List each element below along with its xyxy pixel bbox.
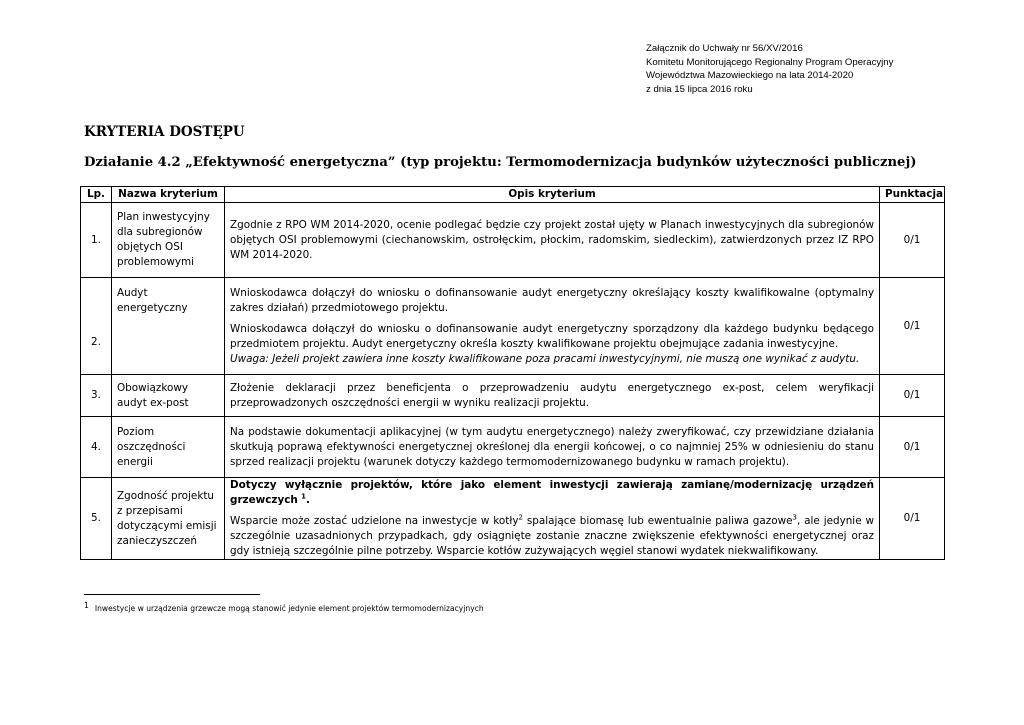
table-row: [81, 417, 945, 478]
row-number: 4.: [81, 417, 112, 478]
page-title: KRYTERIA DOSTĘPU: [84, 124, 245, 140]
criterion-name: Obowiązkowy audyt ex-post: [112, 375, 225, 417]
row-number: 5.: [81, 478, 112, 560]
criterion-description: [225, 203, 880, 278]
description-text: Zgodnie z RPO WM 2014-2020, ocenie podlegać będzie czy projekt został ujęty w Planach inwestycyjnych dla subregionów objętych OSI problemowymi (ciechanowskim, ostrołęckim, płockim, radomskim, siedleckim), zatwierdzonych przez IZ RPO WM 2014-2020.: [230, 218, 874, 261]
criterion-description: [225, 278, 880, 375]
criterion-points: 0/1: [880, 375, 945, 417]
annex-note-line: z dnia 15 lipca 2016 roku: [646, 83, 753, 95]
footnote-ref: 1: [301, 492, 306, 501]
description-text: [230, 514, 874, 559]
column-header-points: Punktacja: [880, 187, 945, 203]
annex-note-line: Załącznik do Uchwały nr 56/XV/2016: [646, 43, 803, 54]
row-number: 3.: [81, 375, 112, 417]
description-note: Uwaga: Jeżeli projekt zawiera inne koszty kwalifikowane poza pracami inwestycyjnymi, nie muszą one wynikać z audytu.: [230, 352, 860, 365]
criterion-description: [225, 478, 880, 560]
footnote-ref: 3: [792, 513, 797, 522]
description-text: Wnioskodawca dołączył do wniosku o dofinansowanie audyt energetyczny sporządzony dla każdego budynku będącego przedmiotem projektu. Audyt energetyczny określa koszty kwalifikowane projektu obejmujące zadania inwestycyjne.: [230, 322, 874, 350]
table-row: [81, 203, 945, 278]
table-header-row: [81, 187, 945, 203]
criterion-name: Zgodność projektu z przepisami dotyczącymi emisji zanieczyszczeń: [112, 478, 225, 560]
criterion-points: 0/1: [880, 278, 945, 375]
column-header-description: Opis kryterium: [225, 187, 880, 203]
description-segment: Wsparcie może zostać udzielone na inwestycje w kotły: [230, 515, 519, 527]
row-number: 2.: [81, 278, 112, 375]
criterion-name: Poziom oszczędności energii: [112, 417, 225, 478]
criterion-description: [225, 417, 880, 478]
description-text: Wnioskodawca dołączył do wniosku o dofinansowanie audyt energetyczny określający koszty kwalifikowalne (optymalny zakres działań) przedmiotowego projektu.: [230, 286, 874, 314]
row-number: 1.: [81, 203, 112, 278]
criterion-points: 0/1: [880, 417, 945, 478]
footnote-divider: [84, 594, 260, 595]
description-segment: , ale jedynie w szczególnie uzasadnionych przypadkach, gdy osiągnięte zostanie znaczne zwiększenie efektywności energetycznej oraz gdy istnieją szczególnie pilne potrzeby. Wsparcie kotłów zużywających węgiel stanowi wydatek niekwalifikowany.: [230, 515, 874, 557]
column-header-lp: Lp.: [81, 187, 112, 203]
footnote-ref: 2: [518, 513, 523, 522]
criteria-table: [80, 186, 945, 560]
criterion-points: 0/1: [880, 203, 945, 278]
criterion-points: 0/1: [880, 478, 945, 560]
description-text: Złożenie deklaracji przez beneficjenta o przeprowadzeniu audytu energetycznego ex-post, celem weryfikacji przeprowadzonych oszczędności energii w wyniku realizacji projektu.: [230, 381, 874, 409]
column-header-name: Nazwa kryterium: [112, 187, 225, 203]
annex-note: [646, 42, 893, 96]
footnote-mark: 1: [84, 601, 89, 610]
description-segment: spalające biomasę lub ewentualnie paliwa gazowe: [522, 515, 793, 527]
description-text: Na podstawie dokumentacji aplikacyjnej (w tym audytu energetycznego) należy zweryfikować, czy przewidziane działania skutkują poprawą efektywności energetycznej określonej dla energii końcowej, o co najmniej 25% w odniesieniu do stanu sprzed realizacji projektu (warunek dotyczy każdego termomodernizowanego budynku w ramach projektu).: [230, 425, 874, 468]
annex-note-line: Województwa Mazowieckiego na lata 2014-2020: [646, 70, 854, 82]
criterion-description: [225, 375, 880, 417]
annex-note-line: Komitetu Monitorującego Regionalny Program Operacyjny: [646, 56, 894, 68]
table-row: [81, 375, 945, 417]
page-subtitle: Działanie 4.2 „Efektywność energetyczna” (typ projektu: Termomodernizacja budynków użyteczności publicznej): [84, 155, 917, 170]
footnote-text: Inwestycje w urządzenia grzewcze mogą stanowić jedynie element projektów termomodernizacyjnych: [94, 604, 484, 613]
footnote: [84, 601, 484, 613]
description-bold-text: Dotyczy wyłącznie projektów, które jako element inwestycji zawierają zamianę/modernizację urządzeń grzewczych: [230, 479, 874, 506]
description-lead: Dotyczy wyłącznie projektów, które jako element inwestycji zawierają zamianę/modernizację urządzeń grzewczych $^1$.: [230, 479, 874, 506]
criterion-name: Plan inwestycyjny dla subregionów objętych OSI problemowymi: [112, 203, 225, 278]
table-row: [81, 478, 945, 560]
criterion-name: Audyt energetyczny: [112, 278, 225, 375]
table-row: [81, 278, 945, 375]
